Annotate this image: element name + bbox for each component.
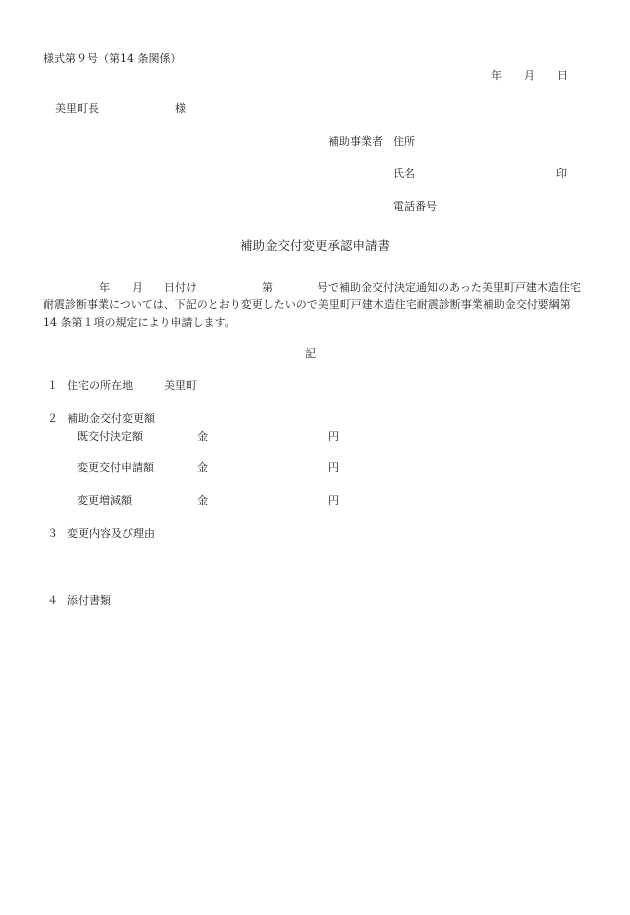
applicant-role-label: 補助事業者 <box>328 135 383 148</box>
body-line1-rest: 号で補助金交付決定通知のあった美里町戸建木造住宅 <box>317 281 581 294</box>
form-number: 様式第９号（第14 条関係） <box>43 52 182 65</box>
body-line2: 耐震診断事業については、下記のとおり変更したいので美里町戸建木造住宅耐震診断事業補助金交付要綱第 <box>43 298 571 311</box>
amount-unit: 円 <box>328 461 339 474</box>
body-year: 年 <box>99 281 110 294</box>
item-number: ２ <box>47 412 58 425</box>
seal-label: 印 <box>556 167 567 180</box>
amount-unit: 円 <box>328 430 339 443</box>
amount-label-requested: 変更交付申請額 <box>77 461 154 474</box>
date-year-label: 年 <box>491 69 502 82</box>
item-value-location: 美里町 <box>164 379 197 392</box>
date-day-label: 日 <box>557 69 568 82</box>
item-label-amount-change: 補助金交付変更額 <box>67 412 155 425</box>
body-dai: 第 <box>262 281 273 294</box>
addressee-honorific: 様 <box>175 102 186 115</box>
amount-prefix: 金 <box>197 494 208 507</box>
ki-marker: 記 <box>305 347 316 360</box>
item-number: ３ <box>47 527 58 540</box>
item-label-attachments: 添付書類 <box>67 594 111 607</box>
item-label-location: 住宅の所在地 <box>67 379 133 392</box>
addressee-name: 美里町長 <box>55 102 99 115</box>
item-number: ４ <box>47 594 58 607</box>
amount-label-difference: 変更増減額 <box>77 494 132 507</box>
item-label-reason: 変更内容及び理由 <box>67 527 155 540</box>
amount-prefix: 金 <box>197 430 208 443</box>
date-month-label: 月 <box>524 69 535 82</box>
body-dated: 日付け <box>164 281 197 294</box>
document-title: 補助金交付変更承認申請書 <box>239 238 390 253</box>
amount-label-existing: 既交付決定額 <box>77 430 143 443</box>
amount-unit: 円 <box>328 494 339 507</box>
name-label: 氏名 <box>393 167 415 180</box>
body-line3: 14 条第１項の規定により申請します。 <box>43 316 236 329</box>
phone-label: 電話番号 <box>393 200 437 213</box>
body-month: 月 <box>132 281 143 294</box>
item-number: １ <box>47 379 58 392</box>
amount-prefix: 金 <box>197 461 208 474</box>
address-label: 住所 <box>393 135 415 148</box>
